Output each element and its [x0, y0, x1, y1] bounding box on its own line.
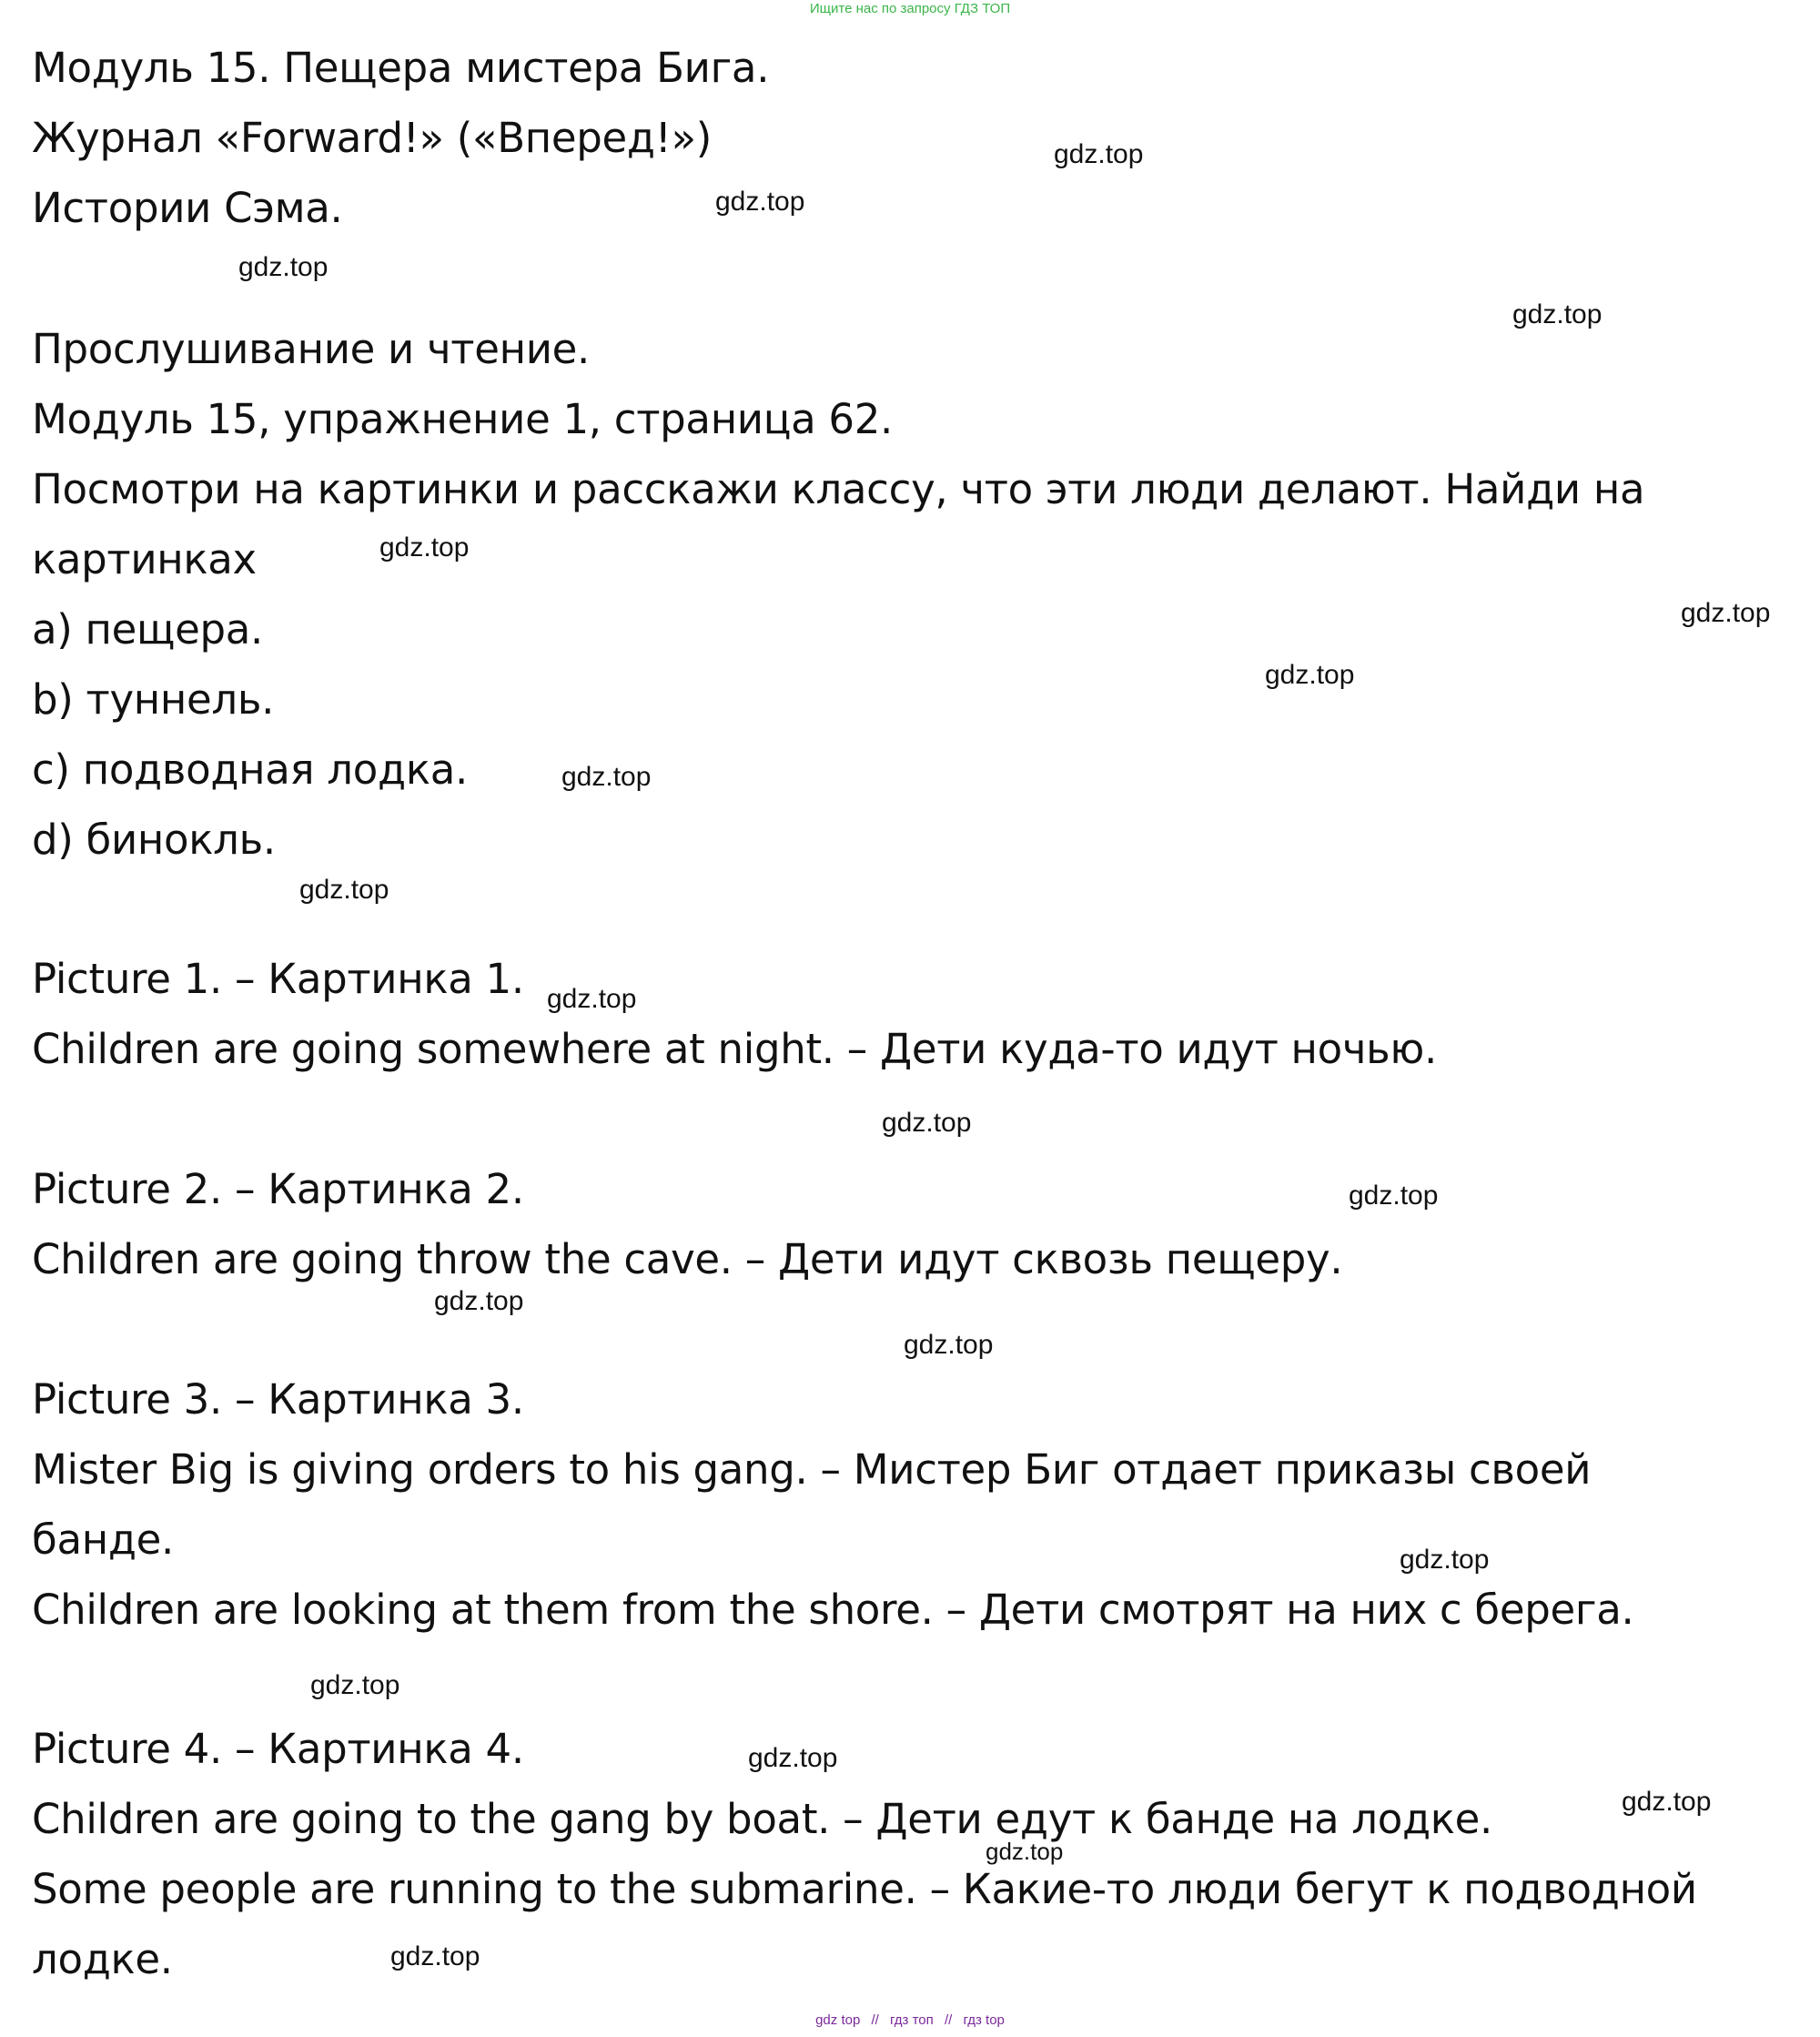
picture-4-text-1: Children are going to the gang by boat. – Дети едут к банде на лодке. [32, 1795, 1493, 1843]
list-item-d: d) бинокль. [32, 816, 276, 864]
stories-title: Истории Сэма. [32, 184, 343, 232]
footer-link[interactable]: gdz top [815, 2012, 861, 2028]
watermark: gdz.top [1512, 299, 1603, 329]
list-item-b: b) туннель. [32, 675, 275, 724]
list-item-a: a) пещера. [32, 605, 264, 654]
picture-2-text: Children are going throw the cave. – Дети идут сквозь пещеру. [32, 1235, 1343, 1283]
watermark: gdz.top [238, 252, 329, 282]
watermark: gdz.top [986, 1838, 1064, 1865]
picture-3-text-1a: Mister Big is giving orders to his gang. – Мистер Биг отдает приказы своей [32, 1445, 1592, 1494]
search-banner: Ищите нас по запросу ГДЗ ТОП [809, 1, 1011, 16]
exercise-reference: Модуль 15, упражнение 1, страница 62. [32, 395, 894, 443]
picture-4-text-2b: лодке. [32, 1935, 173, 1983]
watermark: gdz.top [299, 875, 389, 905]
watermark: gdz.top [390, 1941, 480, 1971]
watermark: gdz.top [715, 187, 805, 217]
watermark: gdz.top [434, 1286, 524, 1316]
watermark: gdz.top [547, 984, 637, 1014]
watermark: gdz.top [904, 1330, 994, 1360]
watermark: gdz.top [1622, 1787, 1712, 1817]
watermark: gdz.top [882, 1108, 972, 1138]
picture-3-text-1b: банде. [32, 1515, 175, 1564]
watermark: gdz.top [561, 762, 652, 792]
footer-separator: // [871, 2012, 879, 2028]
watermark: gdz.top [1400, 1545, 1490, 1575]
picture-3-title: Picture 3. – Картинка 3. [32, 1375, 524, 1424]
section-heading: Прослушивание и чтение. [32, 325, 591, 373]
watermark: gdz.top [1054, 139, 1144, 169]
picture-4-title: Picture 4. – Картинка 4. [32, 1725, 524, 1773]
instruction-line-1: Посмотри на картинки и расскажи классу, что эти люди делают. Найди на [32, 465, 1645, 513]
footer-links [0, 2012, 1820, 2030]
watermark: gdz.top [1349, 1181, 1439, 1211]
list-item-c: c) подводная лодка. [32, 745, 468, 794]
journal-title: Журнал «Forward!» («Вперед!») [32, 114, 712, 162]
footer-separator: // [944, 2012, 953, 2028]
picture-3-text-2: Children are looking at them from the shore. – Дети смотрят на них с берега. [32, 1586, 1634, 1634]
footer-link[interactable]: гдз топ [890, 2012, 934, 2028]
module-title: Модуль 15. Пещера мистера Бига. [32, 44, 770, 92]
watermark: gdz.top [379, 532, 470, 562]
footer-link[interactable]: гдз top [963, 2012, 1005, 2028]
watermark: gdz.top [1265, 660, 1355, 690]
watermark: gdz.top [1681, 598, 1771, 628]
watermark: gdz.top [748, 1743, 838, 1773]
watermark: gdz.top [310, 1670, 400, 1700]
picture-1-title: Picture 1. – Картинка 1. [32, 955, 524, 1003]
picture-2-title: Picture 2. – Картинка 2. [32, 1165, 524, 1213]
picture-1-text: Children are going somewhere at night. – Дети куда-то идут ночью. [32, 1025, 1437, 1073]
instruction-line-2: картинках [32, 535, 257, 583]
picture-4-text-2a: Some people are running to the submarine. – Какие-то люди бегут к подводной [32, 1865, 1697, 1913]
